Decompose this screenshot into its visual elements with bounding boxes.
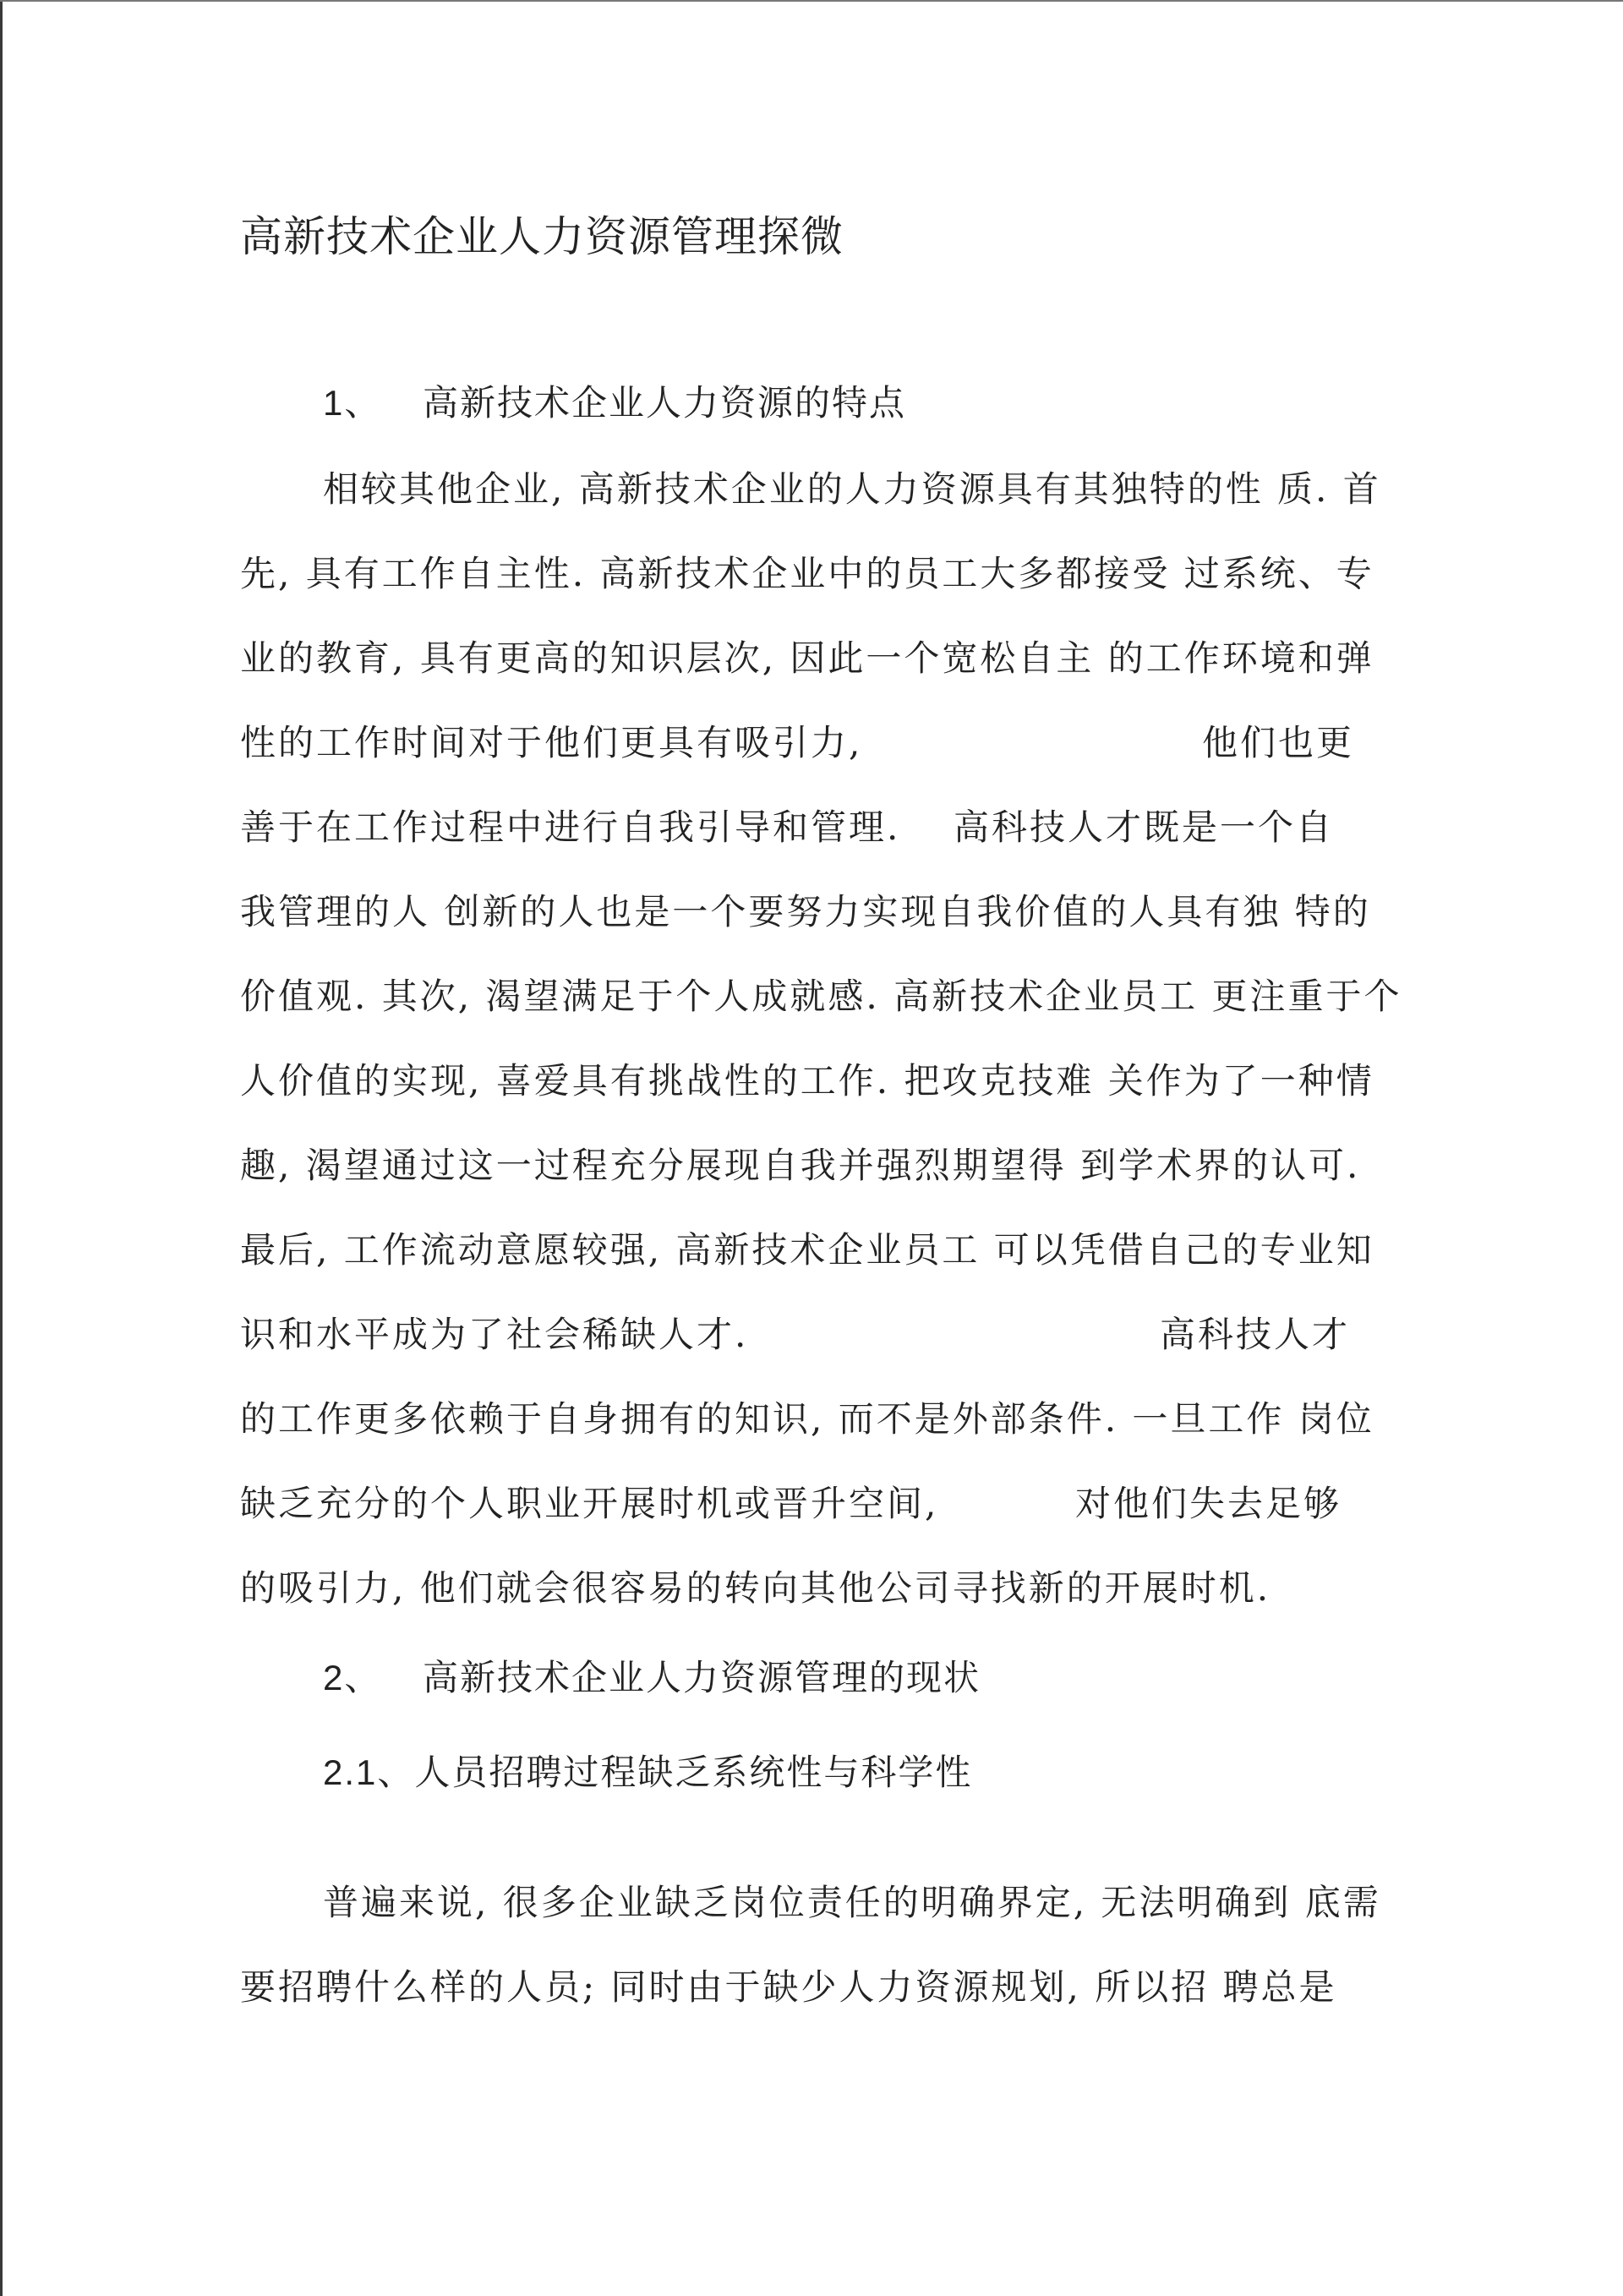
paragraph-line: 善于在工作过程中进行自我引导和管理. [240,806,901,848]
paragraph-line: 人价值的实现, 喜爱具有挑战性的工作. 把攻克技难 关作为了一种情 [240,1060,1374,1102]
section-2-1-title: 人员招聘过程缺乏系统性与科学性 [414,1752,973,1793]
paragraph-line: 要招聘什么样的人员; 同时由于缺少人力资源规划, 所以招 聘总是 [240,1966,1337,2008]
paragraph-line: 价值观. 其次, 渴望满足于个人成就感. 高新技术企业员工 更注重于个 [240,976,1402,1017]
paragraph-line: 高科技人才既是一个自 [954,806,1335,848]
paragraph-line: 缺乏充分的个人职业开展时机或晋升空间, [240,1483,939,1524]
paragraph-line: 我管理的人 创新的人也是一个要努力实现自我价值的人具有独 特的 [240,891,1371,932]
paragraph-line: 普遍来说, 很多企业缺乏岗位责任的明确界定, 无法明确到 底需 [323,1882,1381,1923]
section-2-heading [323,1655,981,1701]
paragraph-line: 业的教育, 具有更高的知识层次, 因此一个宽松自主 的工作环境和弹 [240,637,1374,679]
paragraph-line: 他们也更 [1202,722,1355,763]
paragraph-line: 先, 具有工作自主性. 高新技术企业中的员工大多都接受 过系统、专 [240,553,1374,594]
paragraph-line: 高科技人才 [1160,1314,1351,1355]
section-2-1-number: 2.1、 [323,1752,415,1792]
paragraph-line: 相较其他企业, 高新技术企业的人力资源具有其独特的性 质. 首 [323,468,1381,510]
document-title: 高新技术企业人力资源管理探微 [240,212,844,261]
section-2-1-heading [323,1750,972,1796]
paragraph-line: 对他们失去足够 [1075,1483,1342,1524]
paragraph-line: 趣, 渴望通过这一过程充分展现自我并强烈期望得 到学术界的认可. [240,1145,1361,1186]
page-left-border [0,0,3,2296]
section-1-heading [323,380,906,426]
section-2-number: 2、 [323,1658,382,1697]
paragraph-line: 最后, 工作流动意愿较强, 高新技术企业员工 可以凭借自己的专业知 [240,1229,1374,1271]
paragraph-line: 的吸引力, 他们就会很容易的转向其他公司寻找新的开展时机. [240,1567,1271,1609]
section-1-number: 1、 [323,383,382,423]
paragraph-line: 识和水平成为了社会稀缺人才. [240,1314,749,1355]
section-1-title: 高新技术企业人力资源的特点 [423,382,907,424]
section-2-title: 高新技术企业人力资源管理的现状 [423,1657,981,1698]
page-top-border [0,0,1623,2]
paragraph-line: 性的工作时间对于他们更具有吸引力, [240,722,863,763]
paragraph-line: 的工作更多依赖于自身拥有的知识, 而不是外部条件. 一旦工作 岗位 [240,1398,1374,1440]
